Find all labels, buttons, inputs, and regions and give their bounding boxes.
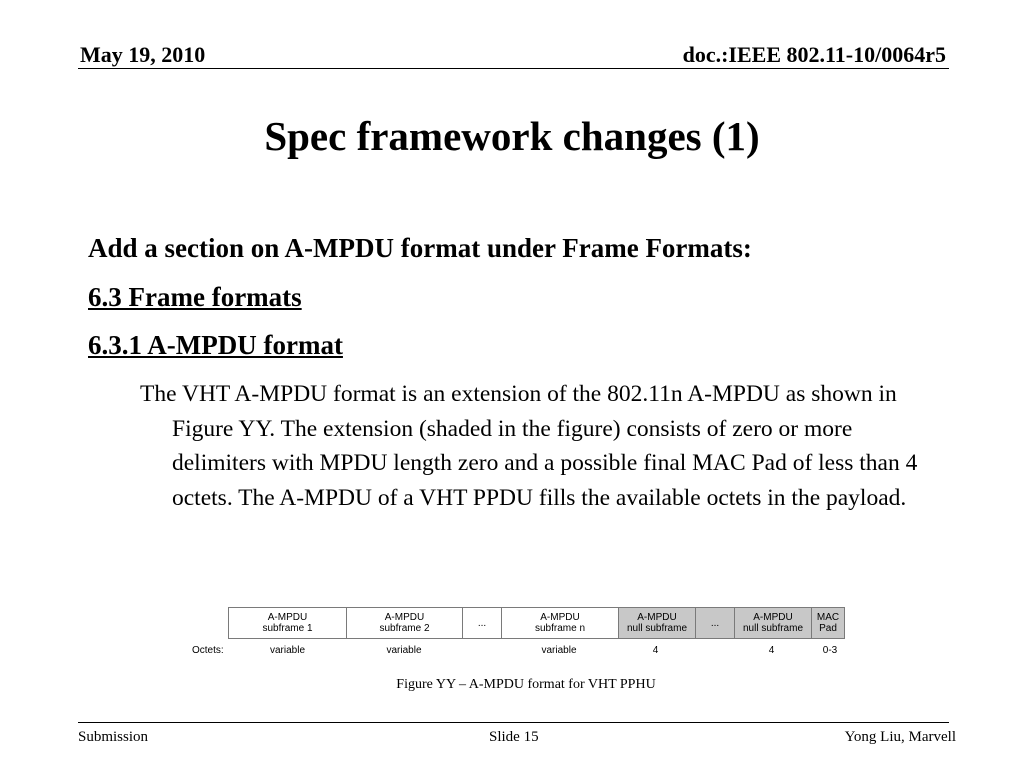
figure-cell-shaded: ... [696,608,735,639]
slide-title: Spec framework changes (1) [264,113,760,159]
lead-text: Add a section on A-MPDU format under Frame Formats: [88,233,752,263]
header-rule [78,68,949,69]
header-date: May 19, 2010 [80,42,206,67]
figure-caption: Figure YY – A-MPDU format for VHT PPHU [396,677,656,692]
body-paragraph: The VHT A-MPDU format is an extension of the 802.11n A-MPDU as shown in Figure YY. The extension (shaded in the figure) consists of zero or more delimiters with MPDU length zero and a possible final MAC Pad of less than 4 octets. The A-MPDU of a VHT PPDU fills the available octets in the payload. [140,381,918,511]
header-doc-id: doc.:IEEE 802.11-10/0064r5 [682,42,946,67]
footer-rule [78,722,949,723]
figure-cell: A-MPDU subframe 1 [229,608,347,639]
footer-submission: Submission [78,729,149,745]
figure-cell: A-MPDU subframe 2 [347,608,463,639]
subsection-heading: 6.3.1 A-MPDU format [88,330,343,360]
octet-value: 4 [652,645,659,656]
figure-cell: A-MPDU subframe n [502,608,619,639]
figure-cell: ... [463,608,502,639]
figure-cell-shaded: MAC Pad [812,608,845,639]
ampdu-format-figure [228,607,845,639]
octets-label: Octets: [192,645,224,656]
figure-cell-shaded: A-MPDU null subframe [735,608,812,639]
footer-author: Yong Liu, Marvell [844,729,956,745]
section-heading: 6.3 Frame formats [88,282,302,312]
figure-cell-shaded: A-MPDU null subframe [619,608,696,639]
octet-value: variable [269,645,306,656]
octet-value: variable [541,645,577,656]
octet-value: 4 [768,645,775,656]
octet-value: 0-3 [822,645,838,656]
footer-slide-number: Slide 15 [489,729,539,745]
octet-value: variable [386,645,422,656]
